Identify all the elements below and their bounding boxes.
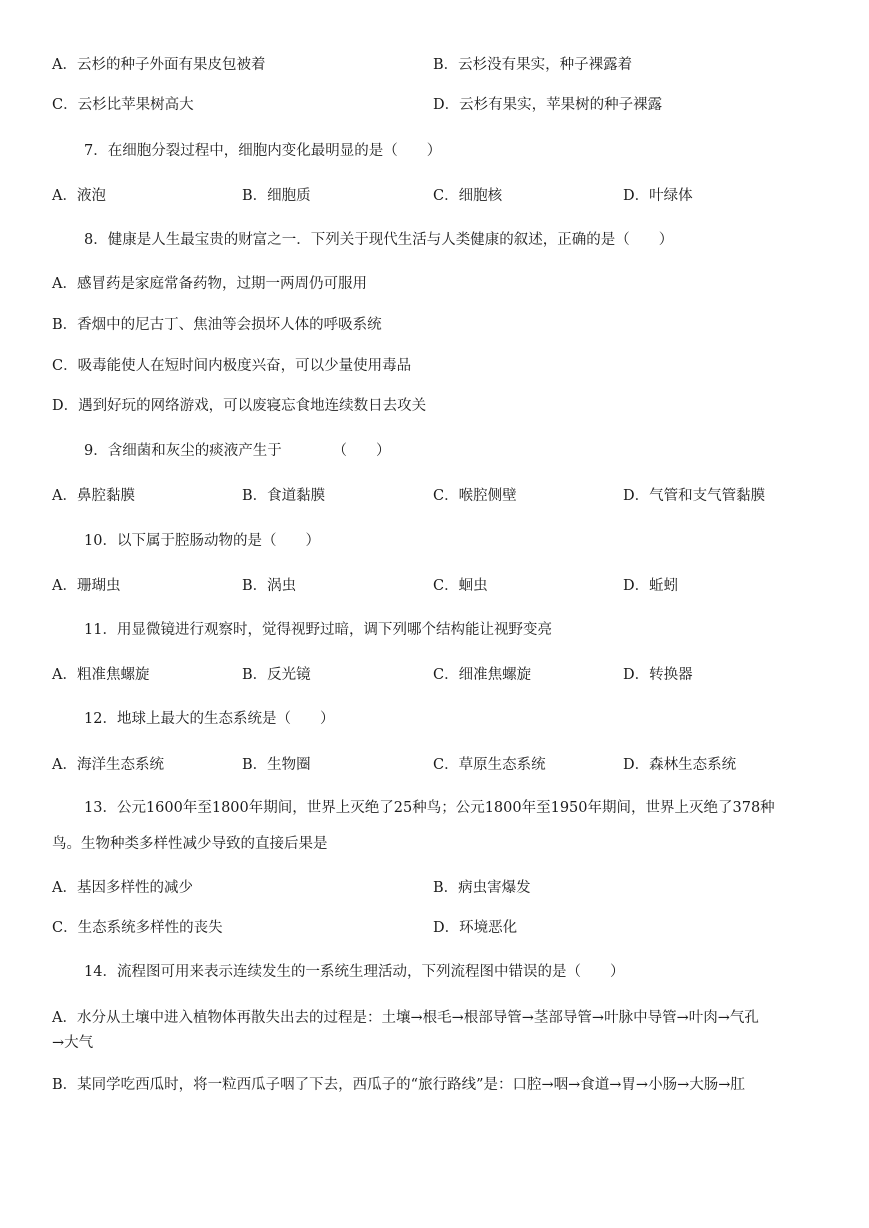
q11-option-b[interactable]: B．反光镜: [242, 667, 311, 683]
q13-option-c[interactable]: C．生态系统多样性的丧失: [52, 920, 223, 936]
q6-option-a[interactable]: A．云杉的种子外面有果皮包被着: [52, 57, 266, 73]
q6-option-b[interactable]: B．云杉没有果实，种子裸露着: [433, 57, 633, 73]
q7-option-a[interactable]: A．液泡: [52, 188, 106, 204]
q13-option-b[interactable]: B．病虫害爆发: [433, 880, 531, 896]
q13-stem-line2: 鸟。生物种类多样性减少导致的直接后果是: [52, 836, 328, 852]
q7-option-c[interactable]: C．细胞核: [433, 188, 503, 204]
q8-option-a[interactable]: A．感冒药是家庭常备药物，过期一两周仍可服用: [52, 276, 367, 292]
q13-option-a[interactable]: A．基因多样性的减少: [52, 880, 193, 896]
q10-option-a[interactable]: A．珊瑚虫: [52, 578, 121, 594]
q8-option-d[interactable]: D．遇到好玩的网络游戏，可以废寝忘食地连续数日去攻关: [52, 398, 427, 414]
q7-option-b[interactable]: B．细胞质: [242, 188, 311, 204]
q12-option-d[interactable]: D．森林生态系统: [623, 757, 737, 773]
q11-option-d[interactable]: D．转换器: [623, 667, 693, 683]
q11-option-c[interactable]: C．细准焦螺旋: [433, 667, 532, 683]
q7-stem: 7．在细胞分裂过程中，细胞内变化最明显的是（ ）: [84, 143, 442, 159]
q10-option-d[interactable]: D．蚯蚓: [623, 578, 679, 594]
q12-stem: 12．地球上最大的生态系统是（ ）: [84, 711, 335, 727]
q11-option-a[interactable]: A．粗准焦螺旋: [52, 667, 150, 683]
q14-option-a-line2[interactable]: →大气: [52, 1035, 94, 1051]
q13-option-d[interactable]: D．环境恶化: [433, 920, 518, 936]
q12-option-a[interactable]: A．海洋生态系统: [52, 757, 164, 773]
q7-option-d[interactable]: D．叶绿体: [623, 188, 693, 204]
q14-stem: 14．流程图可用来表示连续发生的一系统生理活动，下列流程图中错误的是（ ）: [84, 964, 625, 980]
q9-option-c[interactable]: C．喉腔侧壁: [433, 488, 517, 504]
q9-stem: 9．含细菌和灰尘的痰液产生于 （ ）: [84, 443, 391, 459]
q14-option-a-line1[interactable]: A．水分从土壤中进入植物体再散失出去的过程是：土壤→根毛→根部导管→茎部导管→叶脉中导管→叶肉→气孔: [52, 1010, 759, 1026]
q13-stem-line1: 13．公元1600年至1800年期间，世界上灭绝了25种鸟；公元1800年至1950年期间，世界上灭绝了378种: [84, 800, 775, 816]
q11-stem: 11．用显微镜进行观察时，觉得视野过暗，调下列哪个结构能让视野变亮: [84, 622, 552, 638]
q10-option-c[interactable]: C．蛔虫: [433, 578, 488, 594]
q9-option-a[interactable]: A．鼻腔黏膜: [52, 488, 135, 504]
q12-option-c[interactable]: C．草原生态系统: [433, 757, 546, 773]
q6-option-c[interactable]: C．云杉比苹果树高大: [52, 97, 194, 113]
q10-stem: 10．以下属于腔肠动物的是（ ）: [84, 533, 320, 549]
q8-option-b[interactable]: B．香烟中的尼古丁、焦油等会损坏人体的呼吸系统: [52, 317, 382, 333]
q8-option-c[interactable]: C．吸毒能使人在短时间内极度兴奋，可以少量使用毒品: [52, 358, 412, 374]
q12-option-b[interactable]: B．生物圈: [242, 757, 311, 773]
q6-option-d[interactable]: D．云杉有果实，苹果树的种子裸露: [433, 97, 663, 113]
q8-stem: 8．健康是人生最宝贵的财富之一．下列关于现代生活与人类健康的叙述，正确的是（ ）: [84, 232, 674, 248]
q9-option-b[interactable]: B．食道黏膜: [242, 488, 326, 504]
q14-option-b-line1[interactable]: B．某同学吃西瓜时，将一粒西瓜子咽了下去，西瓜子的“旅行路线”是：口腔→咽→食道→胃→小肠→大肠→肛: [52, 1077, 745, 1093]
q9-option-d[interactable]: D．气管和支气管黏膜: [623, 488, 766, 504]
q10-option-b[interactable]: B．涡虫: [242, 578, 297, 594]
